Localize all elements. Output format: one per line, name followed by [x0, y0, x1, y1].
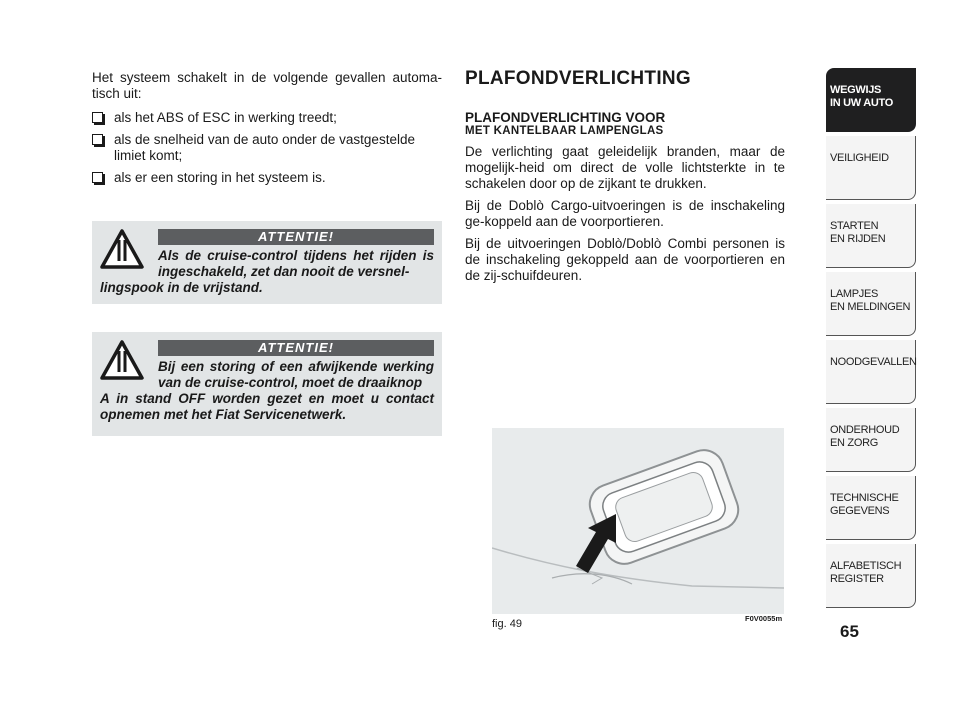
warning-text-first: Als de cruise-control tijdens het rijden is ingeschakeld, zet dan nooit de versnel-: [158, 248, 434, 279]
warning-text-rest: A in stand OFF worden gezet en moet u contact opnemen met het Fiat Servicenetwerk.: [100, 391, 434, 422]
paragraph: Bij de Doblò Cargo-uitvoeringen is de inschakeling ge-koppeld aan de voorportieren.: [465, 198, 785, 229]
tab-onderhoud[interactable]: [826, 408, 916, 472]
paragraph: Bij de uitvoeringen Doblò/Doblò Combi personen is de inschakeling gekoppeld aan de voorportieren en de zij-schuifdeuren.: [465, 236, 785, 283]
list-item-text: als er een storing in het systeem is.: [114, 170, 326, 185]
tab-label: ALFABETISCH REGISTER: [830, 560, 902, 585]
tab-wegwijs[interactable]: [826, 68, 916, 132]
tab-veiligheid[interactable]: [826, 136, 916, 200]
tab-label: STARTEN EN RIJDEN: [830, 220, 886, 245]
tab-label: ONDERHOUD EN ZORG: [830, 424, 900, 449]
subsection-subtitle: MET KANTELBAAR LAMPENGLAS: [465, 125, 664, 137]
tab-label: TECHNISCHE GEGEVENS: [830, 492, 899, 517]
intro-paragraph: Het systeem schakelt in de volgende gevallen automa-tisch uit:: [92, 70, 442, 101]
checkbox-bullet-icon: [92, 112, 103, 123]
left-column: [92, 70, 442, 192]
warning-text: [100, 359, 434, 423]
section-title: PLAFONDVERLICHTING: [465, 68, 692, 89]
warning-triangle-icon: [100, 229, 144, 269]
figure-label: fig. 49: [492, 618, 522, 630]
tab-label: WEGWIJS IN UW AUTO: [830, 84, 893, 109]
subsection-title: PLAFONDVERLICHTING VOOR: [465, 110, 666, 125]
tab-lampjes[interactable]: [826, 272, 916, 336]
list-item-text: als de snelheid van de auto onder de vastgestelde limiet komt;: [114, 132, 415, 163]
page-number: 65: [840, 622, 859, 641]
warning-header: ATTENTIE!: [158, 340, 434, 356]
tab-label: NOODGEVALLEN: [830, 356, 917, 368]
list-item: [92, 110, 442, 126]
list-item-text: als het ABS of ESC in werking treedt;: [114, 110, 337, 125]
chapter-tabs: [826, 68, 916, 612]
tab-register[interactable]: [826, 544, 916, 608]
tab-noodgevallen[interactable]: [826, 340, 916, 404]
tab-label: LAMPJES EN MELDINGEN: [830, 288, 911, 313]
checkbox-bullet-icon: [92, 172, 103, 183]
paragraph: De verlichting gaat geleidelijk branden, maar de mogelijk-heid om direct de volle lichtsterkte in te schakelen door op de zijkant te drukken.: [465, 144, 785, 191]
warning-box-1: [92, 221, 442, 304]
ceiling-light-drawing: [492, 428, 784, 614]
bullet-list: [92, 110, 442, 186]
list-item: [92, 132, 442, 164]
right-column: [465, 68, 785, 290]
warning-header: ATTENTIE!: [158, 229, 434, 245]
tab-starten[interactable]: [826, 204, 916, 268]
warning-box-2: [92, 332, 442, 436]
tab-technische[interactable]: [826, 476, 916, 540]
warning-triangle-icon: [100, 340, 144, 380]
warning-text: [100, 248, 434, 296]
checkbox-bullet-icon: [92, 134, 103, 145]
list-item: [92, 170, 442, 186]
figure-code: F0V0055m: [745, 614, 783, 623]
ceiling-light-illustration: [492, 428, 784, 614]
tab-label: VEILIGHEID: [830, 152, 889, 164]
warning-text-rest: lingspook in de vrijstand.: [100, 280, 263, 295]
warning-text-first: Bij een storing of een afwijkende werking van de cruise-control, moet de draaiknop: [158, 359, 434, 390]
